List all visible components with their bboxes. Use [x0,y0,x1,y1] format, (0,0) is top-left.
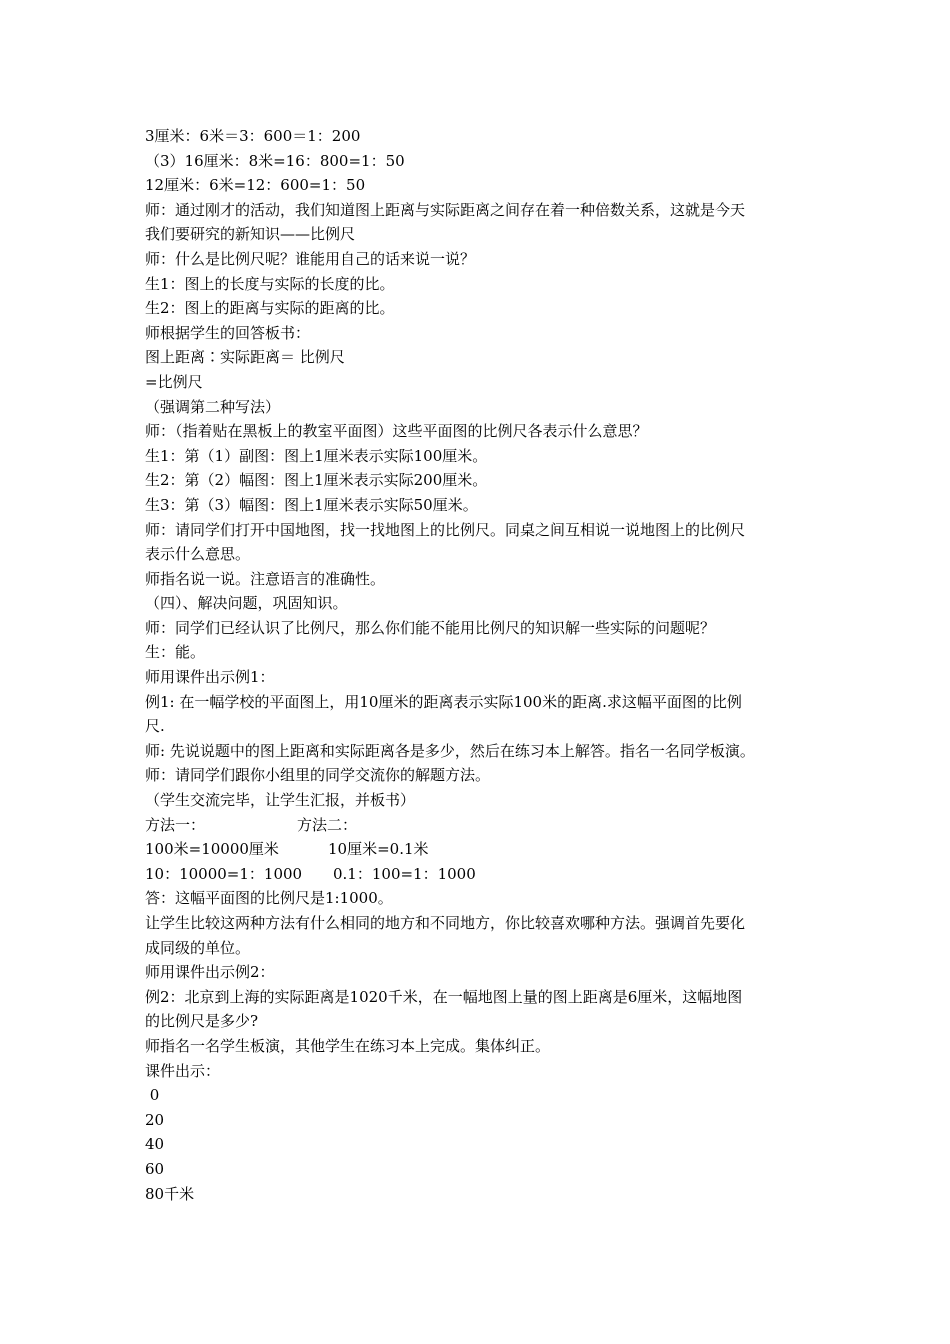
text-line: 12厘米：6米=12：600=1：50 [145,176,366,195]
method-two-step: 10厘米=0.1米 [328,840,429,859]
text-line: 师：什么是比例尺呢？谁能用自己的话来说一说？ [145,249,476,268]
method-two-step: 0.1：100=1：1000 [333,864,476,883]
text-line: 生：能。 [145,643,206,662]
text-line: 生2：第（2）幅图：图上1厘米表示实际200厘米。 [145,471,488,490]
text-line: 师指名一名学生板演，其他学生在练习本上完成。集体纠正。 [145,1036,551,1055]
text-line: 我们要研究的新知识——比例尺 [145,225,356,244]
text-line: 例2：北京到上海的实际距离是1020千米，在一幅地图上量的图上距离是6厘米，这幅地图 [145,987,743,1006]
text-line: 师：同学们已经认识了比例尺，那么你们能不能用比例尺的知识解一些实际的问题呢？ [145,618,716,637]
text-line: 师：通过刚才的活动，我们知道图上距离与实际距离之间存在着一种倍数关系，这就是今天 [145,200,746,219]
text-line: （学生交流完毕，让学生汇报，并板书） [145,791,416,810]
text-line: 生2：图上的距离与实际的距离的比。 [145,299,395,318]
text-line: 生1：图上的长度与实际的长度的比。 [145,274,395,293]
method-one-step: 10：10000=1：1000 [145,864,303,883]
scale-label: 40 [145,1135,165,1154]
text-line: （四）、解决问题，巩固知识。 [145,594,348,613]
text-line: 答：这幅平面图的比例尺是1:1000。 [145,889,393,908]
text-line: 图上距离∶实际距离＝ 比例尺 [145,348,345,367]
method-one-step: 100米=10000厘米 [145,840,279,859]
text-line: 师用课件出示例2： [145,963,275,982]
text-line: 师：（指着贴在黑板上的教室平面图）这些平面图的比例尺各表示什么意思？ [145,422,648,441]
methods-row [145,862,810,887]
text-line: 例1: 在一幅学校的平面图上，用10厘米的距离表示实际100米的距离.求这幅平面图的比例 [145,692,742,711]
text-line: 师：请同学们跟你小组里的同学交流你的解题方法。 [145,766,491,785]
text-line: 课件出示： [145,1061,221,1080]
methods-header [145,813,810,838]
document-body [145,124,810,1206]
scale-label: 20 [145,1110,165,1129]
text-line: 表示什么意思。 [145,545,251,564]
text-line: 让学生比较这两种方法有什么相同的地方和不同地方，你比较喜欢哪种方法。强调首先要化 [145,914,746,932]
method-one-label: 方法一： [145,815,206,834]
method-two-label: 方法二： [297,815,358,834]
text-line: （强调第二种写法） [145,397,281,416]
methods-row [145,837,810,862]
text-line: 师指名说一说。注意语言的准确性。 [145,569,386,588]
text-line: 生3：第（3）幅图：图上1厘米表示实际50厘米。 [145,495,478,514]
text-line: 3厘米：6米＝3：600＝1：200 [145,127,361,145]
text-line: 的比例尺是多少? [145,1012,259,1031]
text-line: 成同级的单位。 [145,938,251,957]
scale-label: 0 [145,1086,160,1105]
text-line: =比例尺 [145,372,203,391]
scale-label: 60 [145,1159,165,1178]
text-line: 尺. [145,717,165,736]
text-line: 师：请同学们打开中国地图，找一找地图上的比例尺。同桌之间互相说一说地图上的比例尺 [145,520,746,539]
text-line: 师: 先说说题中的图上距离和实际距离各是多少，然后在练习本上解答。指名一名同学板演。 [145,741,755,760]
scale-label: 80千米 [145,1184,195,1203]
text-line: 师用课件出示例1： [145,668,275,687]
text-line: 生1：第（1）副图：图上1厘米表示实际100厘米。 [145,446,488,465]
text-line: 师根据学生的回答板书： [145,323,311,342]
text-line: （3）16厘米：8米=16：800=1：50 [145,151,405,170]
